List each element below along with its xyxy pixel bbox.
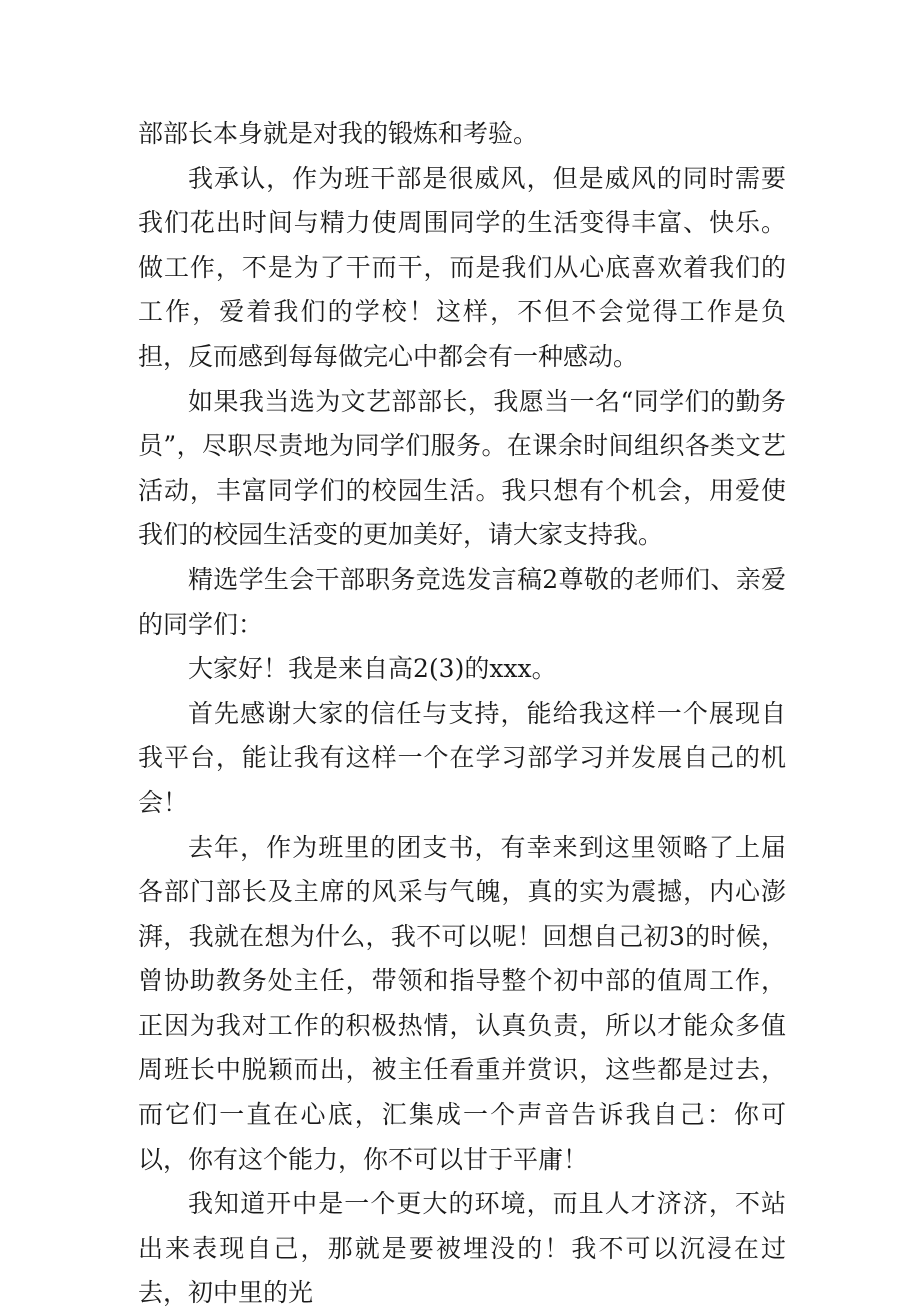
paragraph-4: 精选学生会干部职务竞选发言稿2尊敬的老师们、亲爱的同学们： bbox=[138, 564, 786, 639]
paragraph-1: 部部长本身就是对我的锻炼和考验。 bbox=[138, 119, 539, 148]
paragraph-5: 大家好！我是来自高2(3)的xxx。 bbox=[188, 654, 557, 684]
paragraph-8: 我知道开中是一个更大的环境，而且人才济济，不站出来表现自己，那就是要被埋没的！我不可以沉浸在过去，初中里的光 bbox=[138, 1189, 786, 1308]
paragraph-2: 我承认，作为班干部是很威风，但是威风的同时需要我们花出时间与精力使周围同学的生活变得丰富、快乐。做工作，不是为了干而干，而是我们从心底喜欢着我们的工作，爱着我们的学校！这样，不但不会觉得工作是负担，反而感到每每做完心中都会有一种感动。 bbox=[138, 163, 786, 371]
paragraph-6: 首先感谢大家的信任与支持，能给我这样一个展现自我平台，能让我有这样一个在学习部学习并发展自己的机会！ bbox=[138, 698, 786, 817]
paragraph-7: 去年，作为班里的团支书，有幸来到这里领略了上届各部门部长及主席的风采与气魄，真的实为震撼，内心澎湃，我就在想为什么，我不可以呢！回想自己初3的时候，曾协助教务处主任，带领和指导整个初中部的值周工作，正因为我对工作的积极热情，认真负责，所以才能众多值周班长中脱颖而出，被主任看重并赏识，这些都是过去，而它们一直在心底，汇集成一个声音告诉我自己：你可以，你有这个能力，你不可以甘于平庸！ bbox=[138, 832, 786, 1174]
paragraph-3: 如果我当选为文艺部部长，我愿当一名“同学们的勤务员”，尽职尽责地为同学们服务。在课余时间组织各类文艺活动，丰富同学们的校园生活。我只想有个机会，用爱使我们的校园生活变的更加美好，请大家支持我。 bbox=[138, 386, 786, 550]
document-body bbox=[138, 112, 786, 1316]
